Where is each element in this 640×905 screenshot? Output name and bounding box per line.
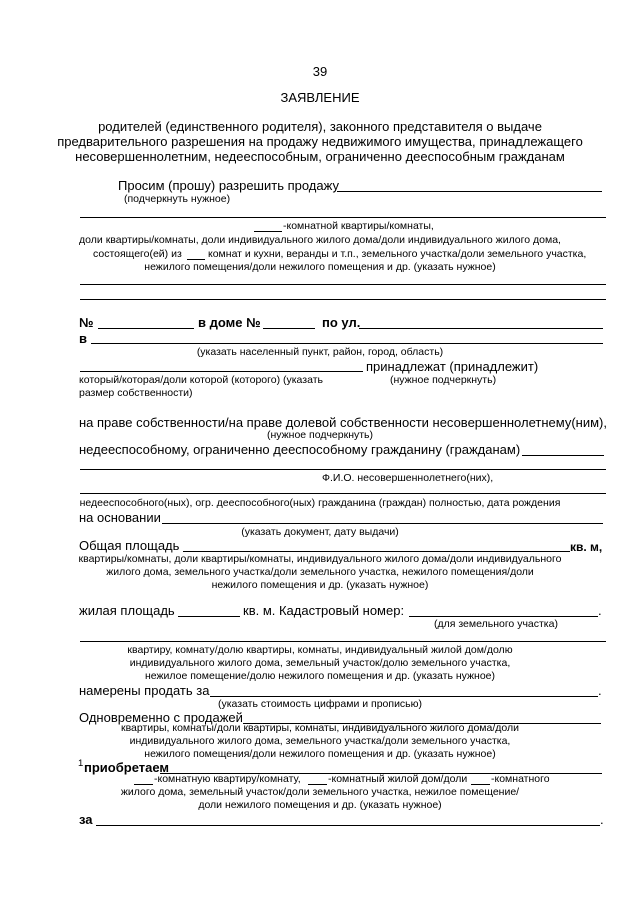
status-hint: недееспособного(ных), огр. дееспособного(ных) гражданина (граждан) полностью, дата рождения bbox=[79, 497, 561, 509]
subtitle-line-3: несовершеннолетним, недееспособным, ограниченно дееспособным гражданам bbox=[75, 149, 565, 164]
acq-rooms-flat-field[interactable] bbox=[134, 784, 153, 785]
acq-hint-1a: -комнатную квартиру/комнату, bbox=[154, 773, 301, 785]
area-hint-3: нежилого помещения и др. (указать нужное) bbox=[211, 579, 429, 591]
rooms-count-field[interactable] bbox=[254, 231, 282, 232]
fio-hint: Ф.И.О. несовершеннолетнего(них), bbox=[322, 472, 494, 484]
person-label: недееспособному, ограниченно дееспособному гражданину (гражданам) bbox=[79, 442, 521, 457]
sell-hint-2: индивидуального жилого дома, земельный участок/долю земельного участка, bbox=[129, 657, 511, 669]
total-area-field[interactable] bbox=[183, 551, 570, 552]
sqm-label: кв. м, bbox=[570, 540, 603, 554]
sell-hint-3: нежилое помещение/долю нежилого помещения и др. (указать нужное) bbox=[145, 670, 495, 682]
page-number: 39 bbox=[312, 64, 328, 79]
street-label: по ул. bbox=[322, 315, 361, 330]
belongs-hint: (нужное подчеркнуть) bbox=[390, 374, 497, 386]
sim-hint-1: квартиры, комнаты/доли квартиры, комнаты, индивидуального жилого дома/доли bbox=[120, 722, 520, 734]
number-field[interactable] bbox=[98, 328, 194, 329]
object-line[interactable] bbox=[80, 217, 606, 218]
right-hint: (нужное подчеркнуть) bbox=[266, 429, 374, 441]
place-field[interactable] bbox=[91, 343, 603, 344]
sim-hint-2: индивидуального жилого дома, земельного участка/доли земельного участка, bbox=[129, 735, 511, 747]
rooms-field[interactable] bbox=[187, 259, 205, 260]
object-hint-1: доли квартиры/комнаты, доли индивидуального жилого дома/доли индивидуального жилого дома, bbox=[79, 234, 561, 246]
price-hint: (указать стоимость цифрами и прописью) bbox=[217, 698, 423, 710]
status-line[interactable] bbox=[80, 493, 606, 494]
subtitle-line-2: предварительного разрешения на продажу недвижимого имущества, принадлежащего bbox=[57, 134, 583, 149]
request-hint: (подчеркнуть нужное) bbox=[124, 193, 231, 205]
acq-hint-2: жилого дома, земельный участок/доли земельного участка, нежилое помещение/ bbox=[120, 786, 520, 798]
living-area-field[interactable] bbox=[178, 616, 240, 617]
acquire-price-field[interactable] bbox=[96, 825, 600, 826]
fio-line[interactable] bbox=[80, 469, 606, 470]
rooms-hint: -комнатной квартиры/комнаты, bbox=[283, 220, 434, 232]
area-hint-1: квартиры/комнаты, доли квартиры/комнаты, индивидуального жилого дома/доли индивидуального bbox=[78, 553, 562, 565]
number-label: № bbox=[79, 315, 94, 330]
in-label: в bbox=[79, 331, 87, 346]
street-field[interactable] bbox=[359, 328, 603, 329]
sell-object-line[interactable] bbox=[80, 641, 606, 642]
area-hint-2: жилого дома, земельного участка/доли земельного участка, нежилого помещения/доли bbox=[106, 566, 534, 578]
price-dot: . bbox=[598, 683, 602, 698]
simultaneous-label: Одновременно с продажей bbox=[79, 710, 243, 725]
request-label: Просим (прошу) разрешить продажу bbox=[118, 178, 339, 193]
basis-hint: (указать документ, дату выдачи) bbox=[241, 526, 399, 538]
subtitle-line-1: родителей (единственного родителя), законного представителя о выдаче bbox=[98, 119, 542, 134]
acq-hint-1c: -комнатного bbox=[491, 773, 550, 785]
request-field[interactable] bbox=[337, 191, 602, 192]
sell-for-label: намерены продать за bbox=[79, 683, 210, 698]
object-hint-2a: состоящего(ей) из bbox=[93, 248, 182, 260]
blank-line-2[interactable] bbox=[80, 299, 606, 300]
house-field[interactable] bbox=[263, 328, 315, 329]
share-field[interactable] bbox=[80, 371, 363, 372]
acq-hint-3: доли нежилого помещения и др. (указать нужное) bbox=[198, 799, 442, 811]
acq-hint-1b: -комнатный жилой дом/доли bbox=[328, 773, 468, 785]
share-hint-2: размер собственности) bbox=[79, 387, 193, 399]
belongs-label: принадлежат (принадлежит) bbox=[366, 359, 539, 374]
acq-rooms-house-field[interactable] bbox=[308, 784, 327, 785]
cadastral-dot: . bbox=[598, 603, 602, 618]
for-label: за bbox=[79, 812, 93, 827]
footnote-mark: 1 bbox=[78, 758, 84, 769]
object-hint-2b: комнат и кухни, веранды и т.п., земельного участка/доли земельного участка, bbox=[208, 248, 587, 260]
land-hint: (для земельного участка) bbox=[434, 618, 558, 630]
price-field[interactable] bbox=[210, 696, 598, 697]
person-field[interactable] bbox=[522, 455, 604, 456]
object-hint-3: нежилого помещения/доли нежилого помещения и др. (указать нужное) bbox=[144, 261, 496, 273]
blank-line-1[interactable] bbox=[80, 284, 606, 285]
place-hint: (указать населенный пункт, район, город, область) bbox=[196, 346, 444, 358]
cadastral-label: кв. м. Кадастровый номер: bbox=[243, 603, 405, 618]
cadastral-field[interactable] bbox=[409, 616, 598, 617]
acq-rooms-share-field[interactable] bbox=[471, 784, 490, 785]
basis-label: на основании bbox=[79, 510, 161, 525]
sell-hint-1: квартиру, комнату/долю квартиры, комнаты, индивидуальный жилой дом/долю bbox=[127, 644, 513, 656]
basis-field[interactable] bbox=[162, 523, 603, 524]
sim-hint-3: нежилого помещения/доли нежилого помещения и др. (указать нужное) bbox=[144, 748, 496, 760]
page-title: ЗАЯВЛЕНИЕ bbox=[280, 90, 360, 105]
share-hint-1: который/которая/доли которой (которого) (указать bbox=[79, 374, 323, 386]
acquire-label: приобретаем bbox=[84, 760, 170, 775]
acquire-price-dot: . bbox=[600, 812, 604, 827]
total-area-label: Общая площадь bbox=[79, 538, 180, 553]
house-label: в доме № bbox=[198, 315, 261, 330]
right-label: на праве собственности/на праве долевой собственности несовершеннолетнему(ним), bbox=[79, 415, 607, 430]
living-area-label: жилая площадь bbox=[79, 603, 175, 618]
